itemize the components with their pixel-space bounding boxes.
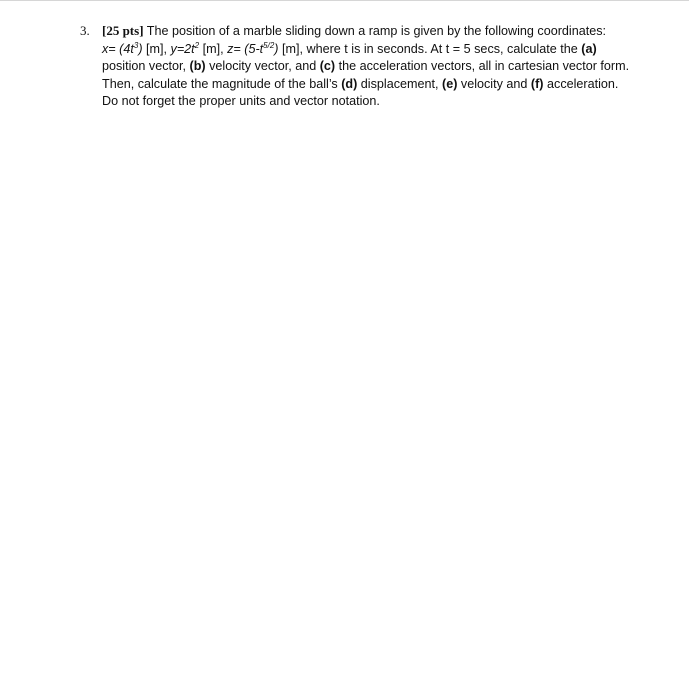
statement-line-3: position vector, (b) velocity vector, and (c) the acceleration vectors, all in cartesian vector form.	[102, 59, 630, 73]
points-label: [25 pts]	[102, 23, 144, 38]
page-top-border	[0, 0, 689, 1]
problem-statement	[102, 22, 670, 111]
part-d-label: (d)	[341, 76, 358, 91]
z-expression: $z= (5-t^{5/2})$	[227, 40, 279, 56]
part-e-label: (e)	[442, 76, 458, 91]
statement-line-5: Do not forget the proper units and vector notation.	[102, 94, 380, 108]
intro-text: The position of a marble sliding down a ramp is given by the following coordinates:	[143, 24, 607, 38]
statement-line-1	[102, 22, 670, 41]
z-unit-and-instructions: [m], where t is in seconds. At t = 5 secs, calculate the	[278, 41, 582, 56]
problem-3	[80, 22, 670, 111]
part-b-label: (b)	[189, 59, 206, 73]
problem-number: 3.	[80, 23, 90, 38]
x-unit: [m],	[142, 41, 171, 56]
x-expression: $x= (4t^3)$	[102, 40, 143, 56]
part-a-label: (a)	[581, 41, 597, 56]
statement-line-2	[102, 41, 670, 59]
y-expression: $y=2t^2$	[170, 40, 200, 56]
part-f-label: (f)	[530, 76, 544, 91]
y-unit: [m],	[199, 41, 228, 56]
statement-line-4: Then, calculate the magnitude of the ball’s (d) displacement, (e) velocity and (f) acceleration.	[102, 76, 619, 91]
part-c-label: (c)	[319, 59, 336, 73]
